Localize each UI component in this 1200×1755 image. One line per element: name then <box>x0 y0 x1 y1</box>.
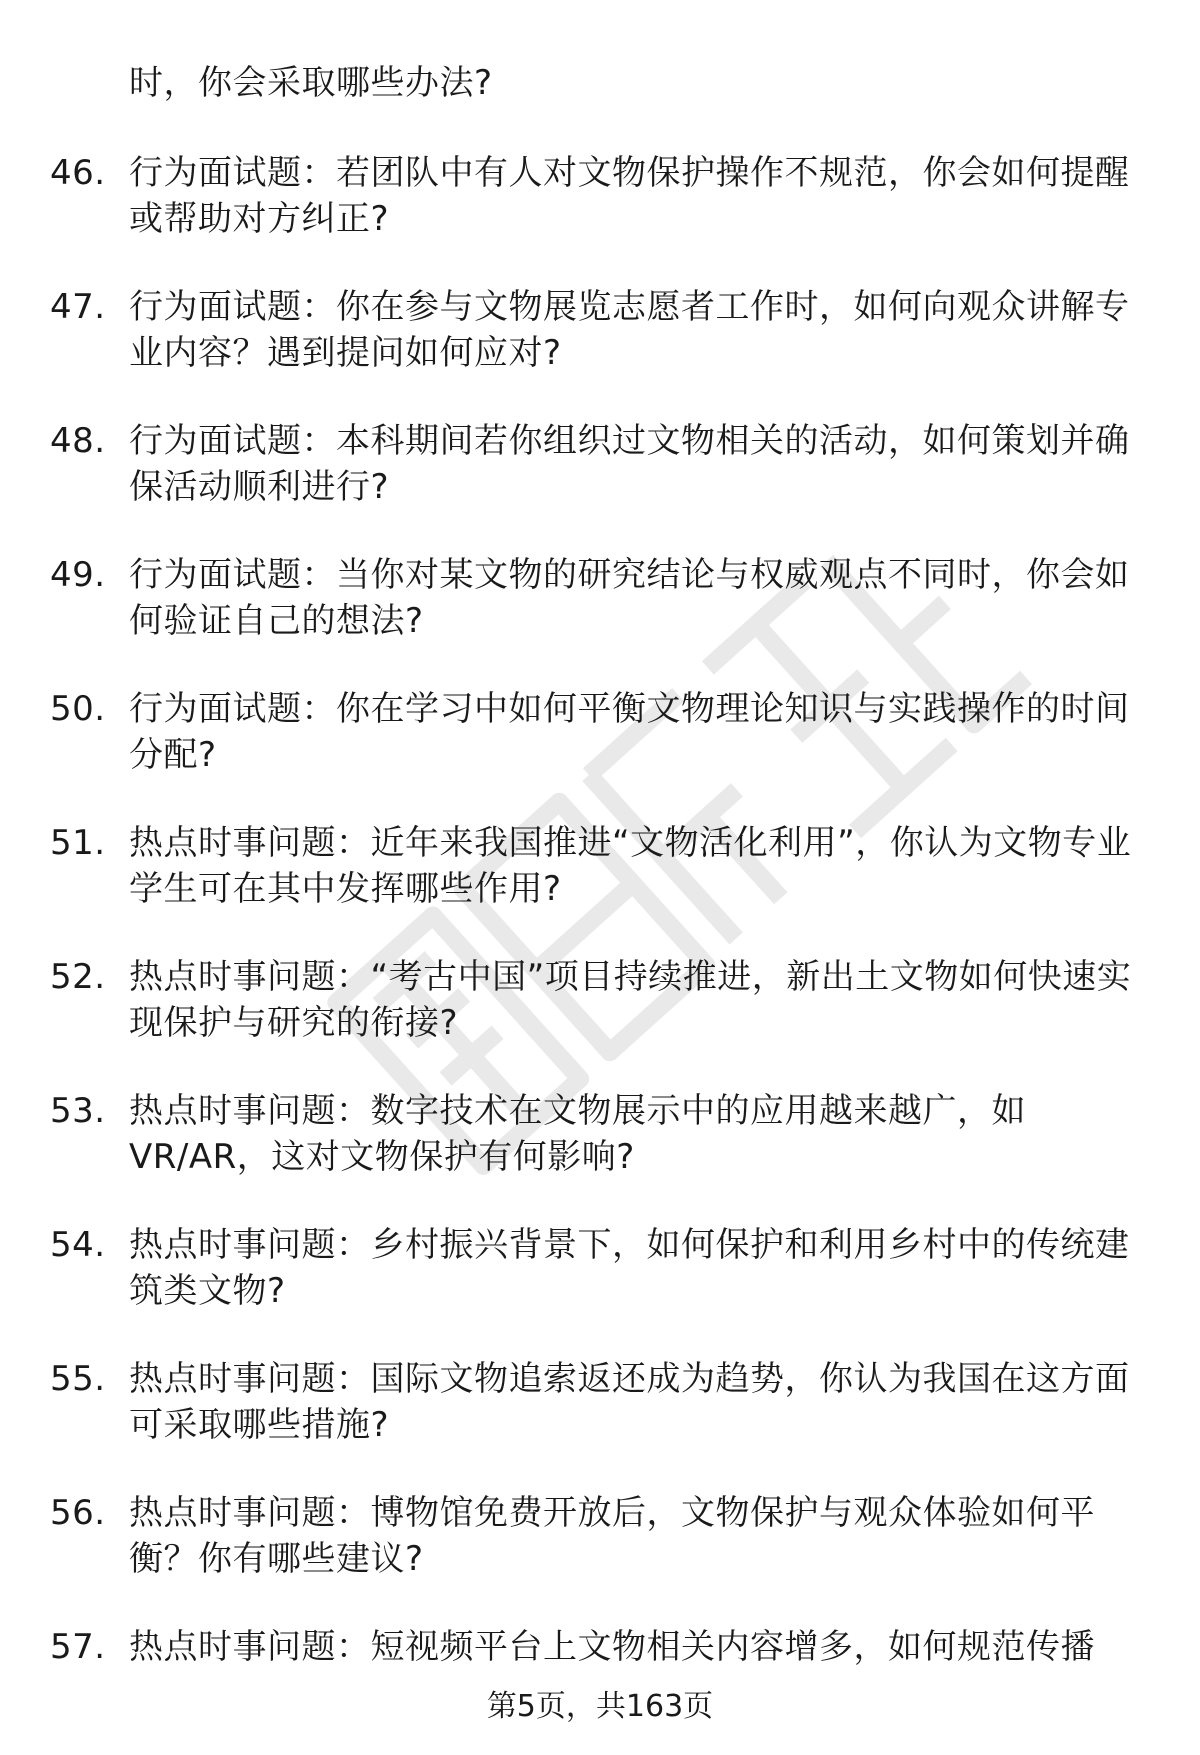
question-text: 热点时事问题：“考古中国”项目持续推进，新出土文物如何快速实现保护与研究的衔接? <box>129 957 1132 1043</box>
question-number: 51. <box>50 823 106 863</box>
question-item <box>50 418 1140 510</box>
question-text: 行为面试题：若团队中有人对文物保护操作不规范，你会如何提醒或帮助对方纠正? <box>129 153 1130 239</box>
continued-question-text: 时，你会采取哪些办法? <box>129 63 493 103</box>
question-number: 56. <box>50 1493 106 1533</box>
question-item <box>50 1490 1140 1582</box>
question-text: 行为面试题：当你对某文物的研究结论与权威观点不同时，你会如何验证自己的想法? <box>129 555 1130 641</box>
question-number: 46. <box>50 153 106 193</box>
question-number: 53. <box>50 1091 106 1131</box>
question-item <box>50 954 1140 1046</box>
question-text: 热点时事问题：乡村振兴背景下，如何保护和利用乡村中的传统建筑类文物? <box>129 1225 1130 1311</box>
question-text: 行为面试题：本科期间若你组织过文物相关的活动，如何策划并确保活动顺利进行? <box>129 421 1130 507</box>
question-item <box>50 552 1140 644</box>
question-list <box>50 150 1140 1712</box>
question-text: 热点时事问题：博物馆免费开放后，文物保护与观众体验如何平衡？你有哪些建议? <box>129 1493 1095 1579</box>
question-item <box>50 150 1140 242</box>
question-number: 49. <box>50 555 106 595</box>
question-number: 48. <box>50 421 106 461</box>
question-number: 54. <box>50 1225 106 1265</box>
question-text: 行为面试题：你在参与文物展览志愿者工作时，如何向观众讲解专业内容？遇到提问如何应对? <box>129 287 1130 373</box>
question-item <box>50 686 1140 778</box>
question-item <box>50 820 1140 912</box>
question-item <box>50 1222 1140 1314</box>
question-number: 55. <box>50 1359 106 1399</box>
page-footer: 第5页，共163页 <box>486 1689 714 1724</box>
question-number: 57. <box>50 1627 106 1667</box>
question-text: 行为面试题：你在学习中如何平衡文物理论知识与实践操作的时间分配? <box>129 689 1130 775</box>
question-number: 47. <box>50 287 106 327</box>
question-item <box>50 1356 1140 1448</box>
question-text: 热点时事问题：短视频平台上文物相关内容增多，如何规范传播 <box>129 1627 1095 1667</box>
question-item <box>50 284 1140 376</box>
question-number: 50. <box>50 689 106 729</box>
question-number: 52. <box>50 957 106 997</box>
question-item <box>50 1088 1140 1180</box>
question-item <box>50 1624 1140 1670</box>
question-text: 热点时事问题：国际文物追索返还成为趋势，你认为我国在这方面可采取哪些措施? <box>129 1359 1130 1445</box>
question-text: 热点时事问题：近年来我国推进“文物活化利用”，你认为文物专业学生可在其中发挥哪些作用? <box>129 823 1132 909</box>
question-text: 热点时事问题：数字技术在文物展示中的应用越来越广，如VR/AR，这对文物保护有何影响? <box>129 1091 1026 1177</box>
